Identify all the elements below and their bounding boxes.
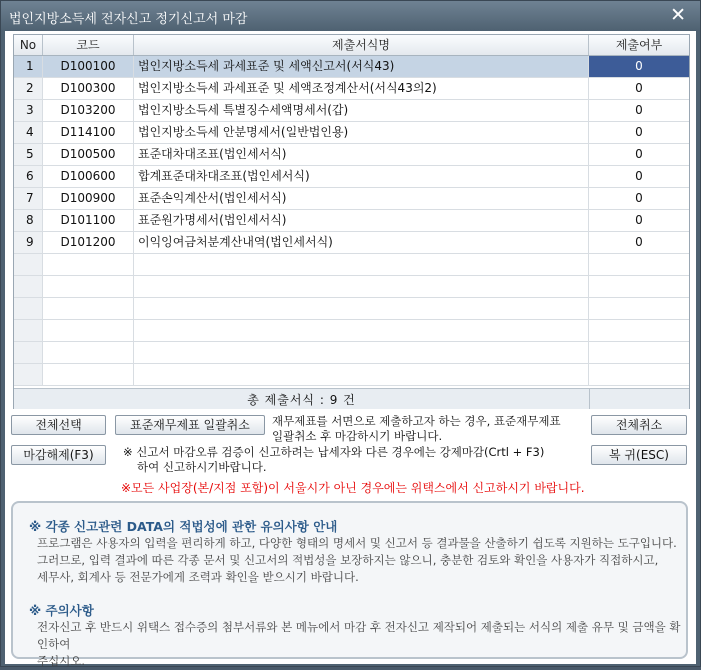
col-header-no: No (14, 35, 43, 55)
row-submit-flag[interactable] (589, 254, 689, 275)
row-submit-flag[interactable] (589, 298, 689, 319)
table-row[interactable] (14, 78, 689, 100)
row-number[interactable]: 8 (14, 210, 43, 231)
window-title: 법인지방소득세 전자신고 정기신고서 마감 (9, 12, 248, 27)
bulk-cancel-button[interactable]: 표준재무제표 일괄취소 (115, 415, 265, 435)
table-row[interactable] (14, 298, 689, 320)
table-row[interactable] (14, 166, 689, 188)
table-row[interactable] (14, 144, 689, 166)
total-divider (589, 389, 590, 409)
notice-body-legality (37, 535, 677, 586)
dialog-body (5, 31, 696, 668)
row-number[interactable]: 3 (14, 100, 43, 121)
notice-title-legality: ※ 각종 신고관련 DATA의 적법성에 관한 유의사항 안내 (29, 519, 338, 534)
row-form-name[interactable]: 표준원가명세서(법인세서식) (134, 210, 589, 231)
row-code[interactable] (43, 276, 134, 297)
row-form-name[interactable] (134, 254, 589, 275)
table-row[interactable] (14, 320, 689, 342)
row-submit-flag[interactable]: 0 (589, 56, 689, 77)
table-row[interactable] (14, 342, 689, 364)
row-code[interactable]: D101200 (43, 232, 134, 253)
table-row[interactable] (14, 254, 689, 276)
row-form-name[interactable]: 표준손익계산서(법인세서식) (134, 188, 589, 209)
row-number[interactable]: 9 (14, 232, 43, 253)
row-submit-flag[interactable] (589, 364, 689, 385)
row-number[interactable] (14, 342, 43, 363)
row-code[interactable]: D114100 (43, 122, 134, 143)
row-submit-flag[interactable] (589, 342, 689, 363)
row-submit-flag[interactable]: 0 (635, 191, 643, 205)
row-form-name[interactable]: 법인지방소득세 안분명세서(일반법인용) (134, 122, 589, 143)
unclose-note-line1: ※ 신고서 마감오류 검증이 신고하려는 납세자와 다른 경우에는 강제마감(Crtl + F3) (123, 445, 545, 459)
row-form-name[interactable]: 이익잉여금처분계산내역(법인세서식) (134, 232, 589, 253)
row-number[interactable]: 5 (14, 144, 43, 165)
row-code[interactable]: D100500 (43, 144, 134, 165)
row-form-name[interactable]: 법인지방소득세 과세표준 및 세액신고서(서식43) (134, 56, 589, 77)
col-header-flag: 제출여부 (615, 38, 663, 52)
row-code[interactable]: D100300 (43, 78, 134, 99)
select-all-button[interactable]: 전체선택 (11, 415, 106, 435)
unclose-button[interactable]: 마감해제(F3) (11, 445, 106, 465)
row-submit-flag[interactable]: 0 (635, 81, 643, 95)
row-number[interactable] (14, 298, 43, 319)
table-header (14, 35, 689, 56)
notice-title-caution: ※ 주의사항 (29, 603, 94, 618)
bulk-note-line2: 일괄취소 후 마감하시기 바랍니다. (272, 429, 443, 443)
row-submit-flag[interactable]: 0 (635, 169, 643, 183)
row-number[interactable] (14, 276, 43, 297)
row-code[interactable]: D100600 (43, 166, 134, 187)
row-code[interactable]: D103200 (43, 100, 134, 121)
row-code[interactable] (43, 254, 134, 275)
row-number[interactable] (14, 254, 43, 275)
row-number[interactable]: 4 (14, 122, 43, 143)
back-button[interactable]: 복 귀(ESC) (591, 445, 687, 465)
col-header-name: 제출서식명 (134, 35, 589, 55)
row-code[interactable]: D100900 (43, 188, 134, 209)
row-form-name[interactable] (134, 342, 589, 363)
row-code[interactable]: D100100 (43, 56, 134, 77)
row-form-name[interactable]: 표준대차대조표(법인세서식) (134, 144, 589, 165)
total-row (14, 388, 689, 409)
row-number[interactable]: 7 (14, 188, 43, 209)
bulk-note-line1: 재무제표를 서면으로 제출하고자 하는 경우, 표준재무제표 (272, 414, 561, 428)
row-submit-flag[interactable] (589, 320, 689, 341)
forms-table (13, 34, 690, 409)
notice-line: 세무사, 회계사 등 전문가에게 조력과 확인을 받으시기 바랍니다. (37, 570, 359, 584)
notice-line: 그러므로, 입력 결과에 따른 각종 문서 및 신고서의 적법성을 보장하지는 않으니, 충분한 검토와 확인을 사용자가 직접하시고, (37, 553, 659, 567)
row-number[interactable] (14, 320, 43, 341)
row-code[interactable] (43, 342, 134, 363)
col-header-code: 코드 (43, 35, 134, 55)
row-number[interactable]: 1 (14, 56, 43, 77)
row-submit-flag[interactable] (589, 276, 689, 297)
row-form-name[interactable] (134, 298, 589, 319)
bulk-cancel-note (272, 414, 561, 444)
table-row[interactable] (14, 56, 689, 78)
row-code[interactable] (43, 364, 134, 385)
row-submit-flag[interactable]: 0 (635, 235, 643, 249)
table-row[interactable] (14, 100, 689, 122)
close-icon[interactable]: ✕ (670, 4, 686, 26)
row-number[interactable] (14, 364, 43, 385)
row-submit-flag[interactable]: 0 (635, 103, 643, 117)
notice-body-caution (37, 619, 686, 670)
row-form-name[interactable] (134, 364, 589, 385)
row-number[interactable]: 6 (14, 166, 43, 187)
notice-line: 전자신고 후 반드시 위택스 접수증의 첨부서류와 본 메뉴에서 마감 후 전자신고 제작되어 제출되는 서식의 제출 유무 및 금액을 확인하여 (37, 620, 681, 651)
row-form-name[interactable] (134, 320, 589, 341)
row-number[interactable]: 2 (14, 78, 43, 99)
notice-line: 주십시오. (37, 654, 86, 668)
notice-line: 프로그램은 사용자의 입력을 편리하게 하고, 다양한 형태의 명세서 및 신고서 등 결과물을 산출하기 쉽도록 지원하는 도구입니다. (37, 536, 677, 550)
table-row[interactable] (14, 122, 689, 144)
table-row[interactable] (14, 276, 689, 298)
notice-box (11, 501, 688, 668)
row-form-name[interactable]: 법인지방소득세 과세표준 및 세액조정계산서(서식43의2) (134, 78, 589, 99)
row-code[interactable] (43, 320, 134, 341)
row-form-name[interactable] (134, 276, 589, 297)
title-bar[interactable] (1, 1, 700, 31)
table-row[interactable] (14, 364, 689, 386)
seoul-warning: ※모든 사업장(본/지점 포함)이 서울시가 아닌 경우에는 위택스에서 신고하시기 바랍니다. (121, 481, 585, 495)
row-submit-flag[interactable]: 0 (635, 213, 643, 227)
row-code[interactable]: D101100 (43, 210, 134, 231)
row-form-name[interactable]: 법인지방소득세 특별징수세액명세서(갑) (134, 100, 589, 121)
unclose-note-line2: 하여 신고하시기바랍니다. (137, 460, 267, 474)
row-submit-flag[interactable]: 0 (635, 147, 643, 161)
table-row[interactable] (14, 210, 689, 232)
table-row[interactable] (14, 232, 689, 254)
cancel-all-button[interactable]: 전체취소 (591, 415, 687, 435)
total-count: 총 제출서식 : 9 건 (247, 393, 356, 407)
table-row[interactable] (14, 188, 689, 210)
row-code[interactable] (43, 298, 134, 319)
row-submit-flag[interactable]: 0 (635, 125, 643, 139)
row-form-name[interactable]: 합계표준대차대조표(법인세서식) (134, 166, 589, 187)
unclose-note (123, 445, 544, 475)
